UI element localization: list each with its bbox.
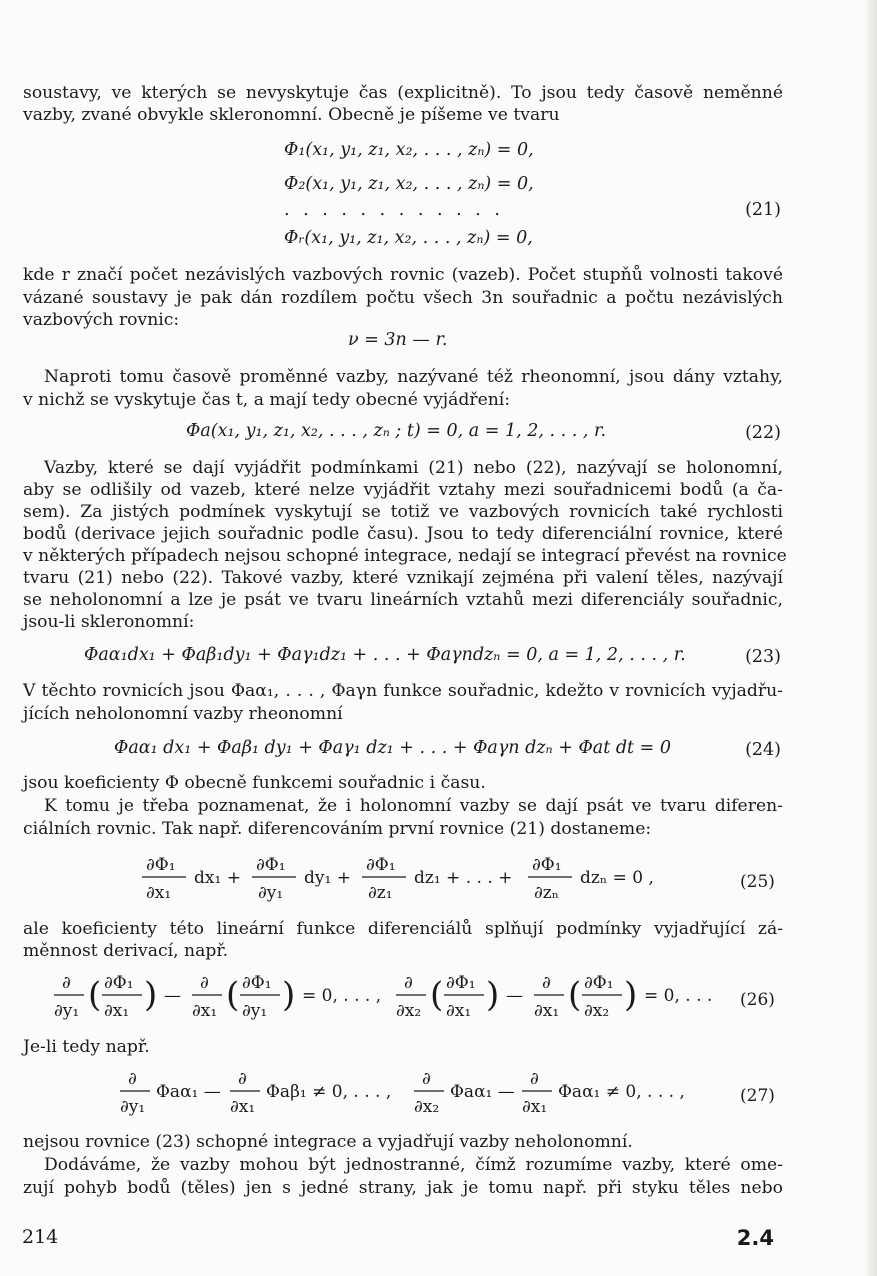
section-number: 2.4: [736, 1226, 774, 1250]
text-line: vazby, zvané obvykle skleronomní. Obecně je píšeme ve tvaru: [23, 105, 560, 125]
svg-text:∂x₂: ∂x₂: [584, 1001, 610, 1021]
term: dx₁ +: [194, 868, 241, 888]
text-line: zují pohyb bodů (těles) jen s jedné strany, jak je tomu např. při styku těles nebo: [23, 1178, 783, 1198]
svg-text:(: (: [226, 975, 240, 1015]
equation-number: (25): [740, 872, 775, 892]
svg-text:∂: ∂: [200, 973, 209, 993]
svg-text:∂x₁: ∂x₁: [446, 1001, 472, 1021]
svg-text:∂y₁: ∂y₁: [242, 1001, 268, 1021]
text-line: Naproti tomu časově proměnné vazby, nazývané též rheonomní, jsou dány vztahy,: [44, 367, 783, 387]
term: dz₁ + . . . +: [414, 868, 513, 888]
svg-text:): ): [144, 975, 158, 1015]
text-line: se neholonomní a lze je psát ve tvaru lineárních vztahů mezi diferenciály souřadnic,: [23, 590, 783, 610]
svg-text:∂: ∂: [62, 973, 71, 993]
fraction-numerator: ∂Φ₁: [532, 855, 562, 875]
text-line: Dodáváme, že vazby mohou být jednostranné, čímž rozumíme vazby, které ome-: [44, 1155, 783, 1175]
svg-text:Φaα₁ ≠ 0, . . . ,: Φaα₁ ≠ 0, . . . ,: [558, 1082, 685, 1102]
term: dzₙ = 0 ,: [580, 868, 654, 888]
page-edge-shadow: [867, 0, 877, 1276]
equation-27: [118, 1064, 788, 1124]
text-line: v nichž se vyskytuje čas t, a mají tedy obecné vyjádření:: [23, 390, 511, 410]
text-line: aby se odlišily od vazeb, které nelze vyjádřit vztahy mezi souřadnicemi bodů (a ča-: [23, 480, 783, 500]
svg-text:): ): [282, 975, 296, 1015]
svg-text:∂Φ₁: ∂Φ₁: [104, 973, 134, 993]
svg-text:(27): (27): [740, 1086, 775, 1106]
svg-text:Φaα₁ —: Φaα₁ —: [450, 1082, 515, 1102]
equation-26: [52, 968, 792, 1028]
text-line: nejsou rovnice (23) schopné integrace a vyjadřují vazby neholonomní.: [23, 1132, 633, 1152]
svg-text:∂x₁: ∂x₁: [534, 1001, 560, 1021]
fraction-denominator: ∂y₁: [258, 883, 284, 903]
term: dy₁ +: [304, 868, 351, 888]
equation-number: (21): [745, 200, 781, 220]
svg-text:(: (: [88, 975, 102, 1015]
svg-text:∂Φ₁: ∂Φ₁: [242, 973, 272, 993]
text-line: vazbových rovnic:: [23, 310, 180, 330]
svg-text:—: —: [164, 986, 181, 1006]
text-line: ale koeficienty této lineární funkce diferenciálů splňují podmínky vyjadřující zá-: [23, 919, 783, 939]
svg-text:(26): (26): [740, 990, 775, 1010]
svg-text:∂Φ₁: ∂Φ₁: [446, 973, 476, 993]
fraction-numerator: ∂Φ₁: [366, 855, 396, 875]
svg-text:): ): [486, 975, 500, 1015]
svg-text:(: (: [568, 975, 582, 1015]
fraction-numerator: ∂Φ₁: [146, 855, 176, 875]
svg-text:= 0, . . . ,: = 0, . . . ,: [302, 986, 382, 1006]
svg-text:∂x₁: ∂x₁: [192, 1001, 218, 1021]
equation-number: (23): [745, 647, 781, 667]
svg-text:): ): [624, 975, 638, 1015]
equation-23: Φaα₁dx₁ + Φaβ₁dy₁ + Φaγ₁dz₁ + . . . + Φaγndzₙ = 0, a = 1, 2, . . . , r.: [84, 645, 686, 665]
fraction-denominator: ∂x₁: [146, 883, 172, 903]
text-line: V těchto rovnicích jsou Φaα₁, . . . , Φaγn funkce souřadnic, kdežto v rovnicích vyjadřu-: [23, 681, 783, 701]
text-line: Vazby, které se dají vyjádřit podmínkami (21) nebo (22), nazývají se holonomní,: [44, 458, 783, 478]
text-line: v některých případech nejsou schopné integrace, nedají se integrací převést na rovnice: [23, 546, 787, 566]
equation-25: [140, 850, 800, 910]
text-line: bodů (derivace jejich souřadnic podle času). Jsou to tedy diferenciální rovnice, které: [23, 524, 783, 544]
svg-text:∂: ∂: [238, 1069, 247, 1089]
text-line: kde r značí počet nezávislých vazbových rovnic (vazeb). Počet stupňů volnosti takové: [23, 265, 783, 285]
svg-text:∂: ∂: [530, 1069, 539, 1089]
svg-text:∂x₁: ∂x₁: [104, 1001, 130, 1021]
svg-text:∂x₂: ∂x₂: [396, 1001, 422, 1021]
equation-number: (22): [745, 423, 781, 443]
text-line: K tomu je třeba poznamenat, že i holonomní vazby se dají psát ve tvaru diferen-: [44, 796, 783, 816]
text-line: ciálních rovnic. Tak např. diferencováním první rovnice (21) dostaneme:: [23, 819, 652, 839]
page-number: 214: [22, 1226, 59, 1248]
text-line: jsou koeficienty Φ obecně funkcemi souřadnic i času.: [23, 773, 486, 793]
equation-nu: ν = 3n — r.: [348, 330, 448, 350]
svg-text:∂x₁: ∂x₁: [522, 1097, 548, 1117]
text-line: jících neholonomní vazby rheonomní: [23, 704, 343, 724]
equation-21-line: Φ₂(x₁, y₁, z₁, x₂, . . . , zₙ) = 0,: [284, 174, 534, 194]
svg-text:∂: ∂: [404, 973, 413, 993]
equation-24: Φaα₁ dx₁ + Φaβ₁ dy₁ + Φaγ₁ dz₁ + . . . + Φaγn dzₙ + Φat dt = 0: [114, 738, 671, 758]
fraction-numerator: ∂Φ₁: [256, 855, 286, 875]
text-line: Je-li tedy např.: [23, 1037, 150, 1057]
text-line: sem). Za jistých podmínek vyskytují se totiž ve vazbových rovnicích také rychlosti: [23, 502, 783, 522]
text-line: vázané soustavy je pak dán rozdílem počtu všech 3n souřadnic a počtu nezávislých: [23, 288, 783, 308]
equation-21-line: Φᵣ(x₁, y₁, z₁, x₂, . . . , zₙ) = 0,: [284, 228, 533, 248]
svg-text:= 0, . . .: = 0, . . .: [644, 986, 713, 1006]
equation-21-line: Φ₁(x₁, y₁, z₁, x₂, . . . , zₙ) = 0,: [284, 140, 534, 160]
svg-text:Φaβ₁ ≠ 0, . . . ,: Φaβ₁ ≠ 0, . . . ,: [266, 1082, 392, 1102]
text-line: měnnost derivací, např.: [23, 941, 229, 961]
svg-text:∂Φ₁: ∂Φ₁: [584, 973, 614, 993]
svg-text:∂y₁: ∂y₁: [54, 1001, 80, 1021]
equation-number: (24): [745, 740, 781, 760]
svg-text:∂x₂: ∂x₂: [414, 1097, 440, 1117]
svg-text:∂y₁: ∂y₁: [120, 1097, 146, 1117]
text-line: soustavy, ve kterých se nevyskytuje čas (explicitně). To jsou tedy časově neměnné: [23, 83, 783, 103]
svg-text:∂x₁: ∂x₁: [230, 1097, 256, 1117]
fraction-denominator: ∂z₁: [368, 883, 393, 903]
svg-text:∂: ∂: [128, 1069, 137, 1089]
equation-22: Φa(x₁, y₁, z₁, x₂, . . . , zₙ ; t) = 0, a = 1, 2, . . . , r.: [186, 421, 607, 441]
equation-21-dots: . . . . . . . . . . . .: [284, 200, 504, 220]
svg-text:∂: ∂: [542, 973, 551, 993]
svg-text:∂: ∂: [422, 1069, 431, 1089]
text-line: tvaru (21) nebo (22). Takové vazby, které vznikají zejména při valení těles, nazývají: [23, 568, 783, 588]
fraction-denominator: ∂zₙ: [534, 883, 560, 903]
svg-text:(: (: [430, 975, 444, 1015]
svg-text:—: —: [506, 986, 523, 1006]
text-line: jsou-li skleronomní:: [23, 612, 195, 632]
svg-text:Φaα₁ —: Φaα₁ —: [156, 1082, 221, 1102]
